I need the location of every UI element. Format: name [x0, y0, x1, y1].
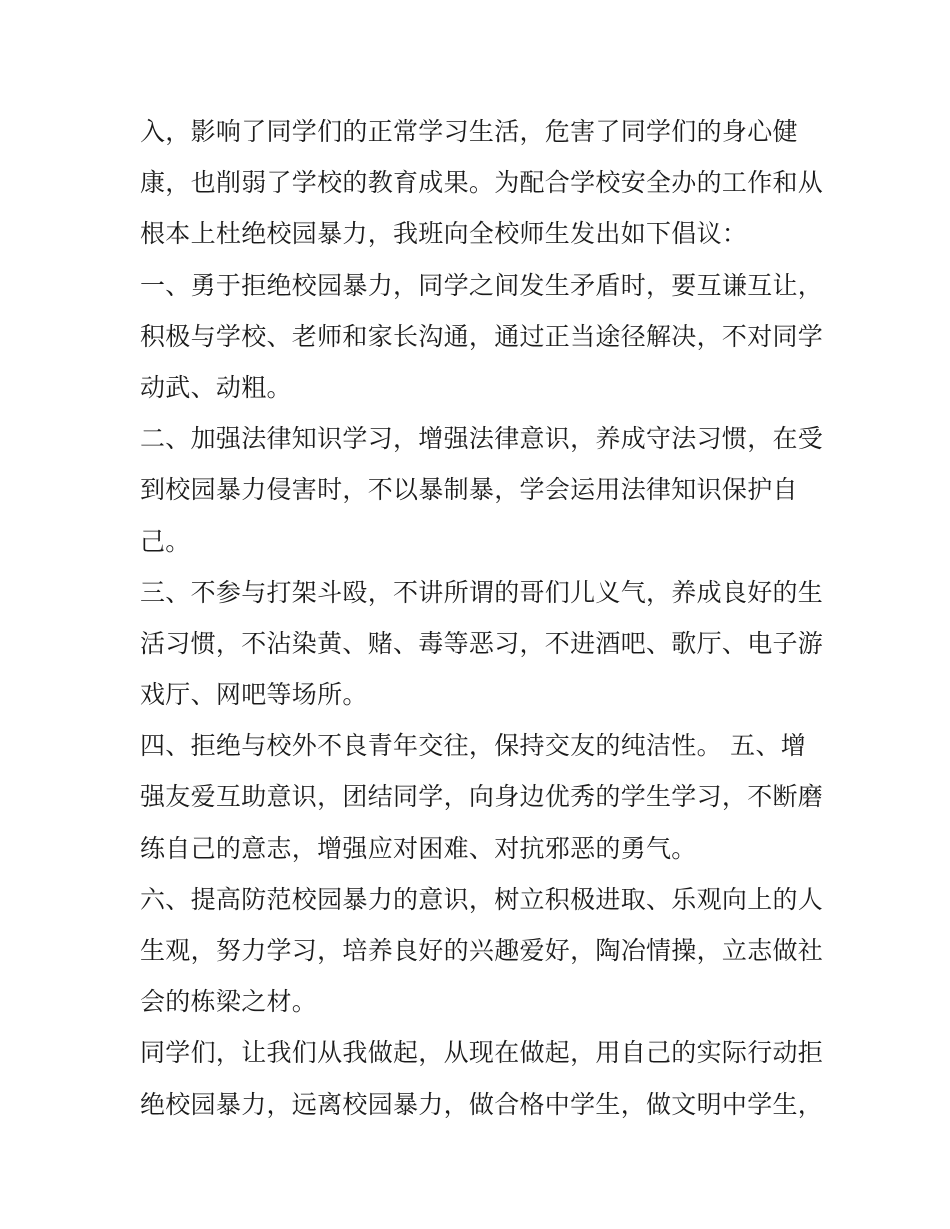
text-line: 会的栋梁之材。	[140, 987, 318, 1017]
text-line: 同学们，让我们从我做起，从现在做起，用自己的实际行动拒	[140, 1038, 824, 1068]
text-line: 入，影响了同学们的正常学习生活，危害了同学们的身心健	[140, 117, 798, 146]
text-line: 强友爱互助意识，团结同学，向身边优秀的学生学习，不断磨	[140, 782, 824, 812]
text-line: 三、不参与打架斗殴，不讲所谓的哥们儿义气，养成良好的生	[140, 577, 824, 607]
text-line: 四、拒绝与校外不良青年交往，保持交友的纯洁性。 五、增	[140, 731, 807, 761]
text-line: 练自己的意志，增强应对困难、对抗邪恶的勇气。	[140, 833, 697, 863]
text-line: 动武、动粗。	[140, 372, 292, 402]
text-line: 积极与学校、老师和家长沟通，通过正当途径解决，不对同学	[140, 321, 824, 351]
text-line: 一、勇于拒绝校园暴力，同学之间发生矛盾时，要互谦互让，	[140, 270, 824, 300]
text-line: 六、提高防范校园暴力的意识，树立积极进取、乐观向上的人	[140, 884, 824, 914]
text-line: 活习惯，不沾染黄、赌、毒等恶习，不进酒吧、歌厅、电子游	[140, 628, 824, 658]
text-line: 戏厅、网吧等场所。	[140, 680, 368, 710]
text-line: 到校园暴力侵害时，不以暴制暴，学会运用法律知识保护自	[140, 475, 798, 505]
document-body	[140, 106, 824, 1130]
text-line: 康，也削弱了学校的教育成果。为配合学校安全办的工作和从	[140, 168, 824, 198]
text-line: 生观，努力学习，培养良好的兴趣爱好，陶冶情操，立志做社	[140, 936, 824, 965]
text-line: 根本上杜绝校园暴力，我班向全校师生发出如下倡议：	[140, 219, 748, 249]
text-line: 己。	[140, 526, 191, 556]
text-line: 二、加强法律知识学习，增强法律意识，养成守法习惯，在受	[140, 424, 824, 454]
text-line: 绝校园暴力，远离校园暴力，做合格中学生，做文明中学生，	[140, 1089, 824, 1119]
